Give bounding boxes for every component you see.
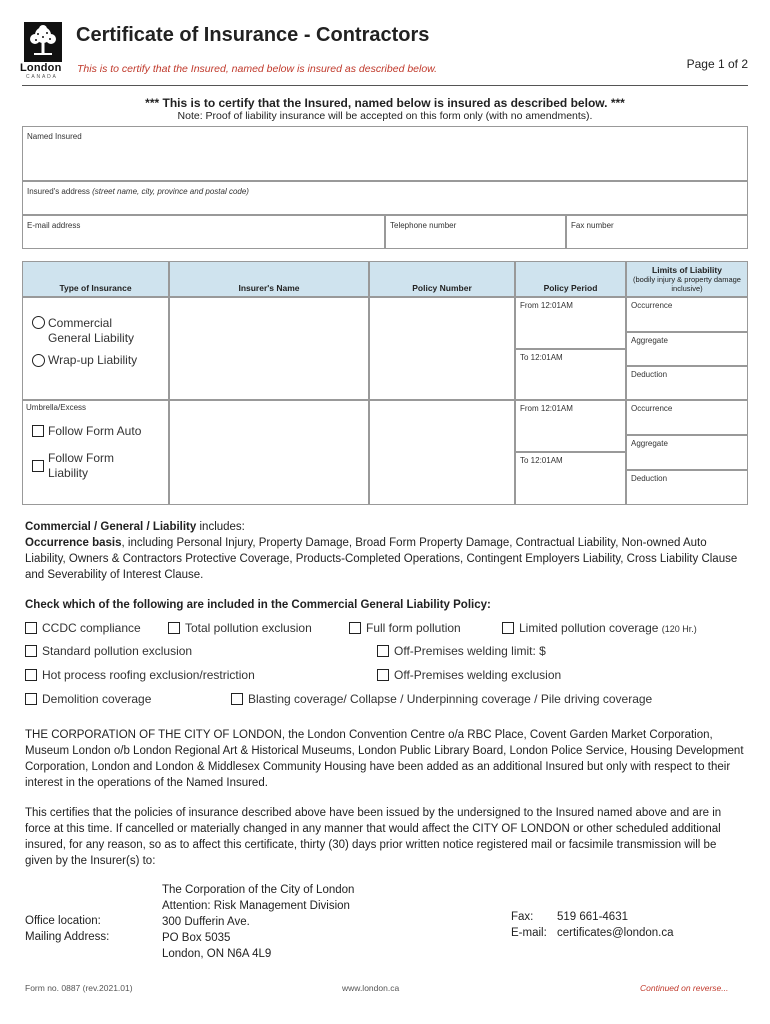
cgl-aggregate-cell[interactable] [626,332,748,366]
offpremises-excl-option[interactable] [377,668,561,682]
fax-field[interactable] [566,215,748,249]
policy-number-header: Policy Number [369,261,515,297]
office-label: Office location: [25,915,101,927]
umbrella-occurrence-cell[interactable] [626,400,748,435]
follow-auto-label: Follow Form Auto [48,424,142,438]
umbrella-deduction-label: Deduction [631,474,668,483]
umbrella-aggregate-cell[interactable] [626,435,748,470]
offpremises-limit-label: Off-Premises welding limit: $ [394,644,546,658]
limited-pollution-option[interactable] [502,621,697,635]
limited-pollution-checkbox[interactable] [502,622,514,634]
type-of-insurance-header: Type of Insurance [22,261,169,297]
coverage-text: , including Personal Injury, Property Damage, Broad Form Property Damage, Contractual Liability, Non-owned Auto Liability, Owners & Contractors Protective Coverage, Products-Completed Operations, Contingent Employers Liability, Cross Liability Clause and Severability of Interest Clause. [25,537,738,581]
tree-icon [26,24,60,60]
email-contact-label: E-mail: [511,927,547,939]
checklist-heading: Check which of the following are included in the Commercial General Liability Policy: [25,599,491,611]
telephone-field[interactable] [385,215,566,249]
coverage-heading: Commercial / General / Liability [25,521,197,533]
fax-contact-value: 519 661-4631 [557,911,628,923]
telephone-label: Telephone number [390,221,457,230]
umbrella-insurer-cell[interactable] [169,400,369,505]
cgl-type-cell [22,297,169,400]
follow-liability-label: Follow Form Liability [48,451,115,480]
umbrella-to-label: To 12:01AM [520,456,563,465]
umbrella-from-label: From 12:01AM [520,404,573,413]
contact-block [511,909,674,941]
blasting-checkbox[interactable] [231,693,243,705]
hot-process-label: Hot process roofing exclusion/restriction [42,668,255,682]
wrapup-label: Wrap-up Liability [48,353,138,367]
umbrella-deduction-cell[interactable] [626,470,748,505]
full-pollution-label: Full form pollution [366,621,461,635]
total-pollution-label: Total pollution exclusion [185,621,312,635]
address-lines [162,882,354,962]
cgl-to-label: To 12:01AM [520,353,563,362]
certifies-paragraph: This certifies that the policies of insurance described above have been issued by the undersigned to the Insured named above and are in force at this time. If cancelled or materially changed in any manner that would affect the CITY OF LONDON or other scheduled additional insured, for any reason, so as to affect this certificate, thirty (30) days prior written notice registered mail or facsimile transmission will be given by the Insurer(s) to: [25,807,722,867]
standard-pollution-option[interactable] [25,644,192,658]
cgl-occurrence-label: Occurrence [631,301,673,310]
address-label: Insured's address (street name, city, province and postal code) [27,187,249,196]
insurer-name-header: Insurer's Name [169,261,369,297]
cgl-insurer-cell[interactable] [169,297,369,400]
demolition-label: Demolition coverage [42,692,152,706]
limits-header [626,261,748,297]
offpremises-excl-checkbox[interactable] [377,669,389,681]
demolition-checkbox[interactable] [25,693,37,705]
logo-sub: CANADA [26,74,58,80]
cgl-option[interactable] [32,316,148,346]
limited-pollution-label: Limited pollution coverage (120 Hr.) [519,621,697,635]
cgl-deduction-cell[interactable] [626,366,748,400]
named-insured-field[interactable] [22,126,748,181]
email-label: E-mail address [27,221,81,230]
form-number: Form no. 0887 (rev.2021.01) [25,983,133,993]
page-subtitle: This is to certify that the Insured, named below is insured as described below. [77,63,438,75]
website-link[interactable]: www.london.ca [342,983,400,993]
address-line-2: Attention: Risk Management Division [162,900,350,912]
follow-liability-checkbox[interactable] [32,460,44,472]
umbrella-type-cell [22,400,169,505]
total-pollution-checkbox[interactable] [168,622,180,634]
cgl-policy-number-cell[interactable] [369,297,515,400]
umbrella-policy-number-cell[interactable] [369,400,515,505]
address-line-4: PO Box 5035 [162,932,231,944]
total-pollution-option[interactable] [168,621,312,635]
email-field[interactable] [22,215,385,249]
full-pollution-option[interactable] [349,621,461,635]
umbrella-from-cell[interactable] [515,400,626,452]
blasting-option[interactable] [231,692,652,706]
follow-auto-checkbox[interactable] [32,425,44,437]
header-divider [22,85,748,86]
coverage-paragraph [25,519,747,583]
ccdc-label: CCDC compliance [42,621,141,635]
umbrella-to-cell[interactable] [515,452,626,505]
offpremises-limit-option[interactable] [377,644,546,658]
follow-liability-option[interactable] [32,451,128,481]
umbrella-occurrence-label: Occurrence [631,404,673,413]
corporation-paragraph: THE CORPORATION OF THE CITY OF LONDON, the London Convention Centre o/a RBC Place, Covent Garden Market Corporation, Museum London o/b London Regional Art & Historical Museums, London Public Library Board, London Police Service, Housing Development Corporation, London and London & Middlesex Community Housing have been added as an additional Insured but only with respect to their interest in the operations of the Named Insured. [25,729,744,789]
coverage-heading-rest: includes: [196,521,245,533]
cgl-aggregate-label: Aggregate [631,336,668,345]
certify-banner: *** This is to certify that the Insured, named below is insured as described below. *** [145,96,625,110]
mailing-label: Mailing Address: [25,931,110,943]
page-title: Certificate of Insurance - Contractors [76,24,430,46]
named-insured-label: Named Insured [27,132,82,141]
logo-text: London [20,62,62,74]
limits-subtitle: (bodily injury & property damage inclusive) [633,275,741,293]
offpremises-excl-label: Off-Premises welding exclusion [394,668,562,682]
address-line-5: London, ON N6A 4L9 [162,948,272,960]
city-logo [24,22,62,62]
cgl-to-cell[interactable] [515,349,626,400]
email-contact-value[interactable]: certificates@london.ca [557,927,674,939]
insured-address-field[interactable] [22,181,748,215]
address-line-3: 300 Dufferin Ave. [162,916,250,928]
cgl-occurrence-cell[interactable] [626,297,748,332]
blasting-label: Blasting coverage/ Collapse / Underpinning coverage / Pile driving coverage [248,692,653,706]
full-pollution-checkbox[interactable] [349,622,361,634]
standard-pollution-label: Standard pollution exclusion [42,644,193,658]
address-line-1: The Corporation of the City of London [162,884,355,896]
cgl-label: Commercial General Liability [48,316,135,345]
demolition-option[interactable] [25,692,151,706]
page-number: Page 1 of 2 [686,57,748,71]
cgl-from-cell[interactable] [515,297,626,349]
umbrella-label: Umbrella/Excess [26,403,87,412]
continued-note: Continued on reverse... [640,983,729,993]
ccdc-checkbox[interactable] [25,622,37,634]
offpremises-limit-checkbox[interactable] [377,645,389,657]
hot-process-option[interactable] [25,668,255,682]
fax-contact-label: Fax: [511,911,534,923]
umbrella-aggregate-label: Aggregate [631,439,668,448]
wrapup-option[interactable] [32,353,137,367]
hot-process-checkbox[interactable] [25,669,37,681]
follow-auto-option[interactable] [32,424,141,438]
wrapup-radio[interactable] [32,354,45,367]
limits-title: Limits of Liability [652,265,722,275]
standard-pollution-checkbox[interactable] [25,645,37,657]
fax-label: Fax number [571,221,614,230]
cgl-from-label: From 12:01AM [520,301,573,310]
occurrence-basis: Occurrence basis [25,537,122,549]
policy-period-header: Policy Period [515,261,626,297]
proof-note: Note: Proof of liability insurance will be accepted on this form only (with no amendments). [177,110,593,122]
cgl-radio[interactable] [32,316,45,329]
ccdc-option[interactable] [25,621,141,635]
cgl-deduction-label: Deduction [631,370,668,379]
